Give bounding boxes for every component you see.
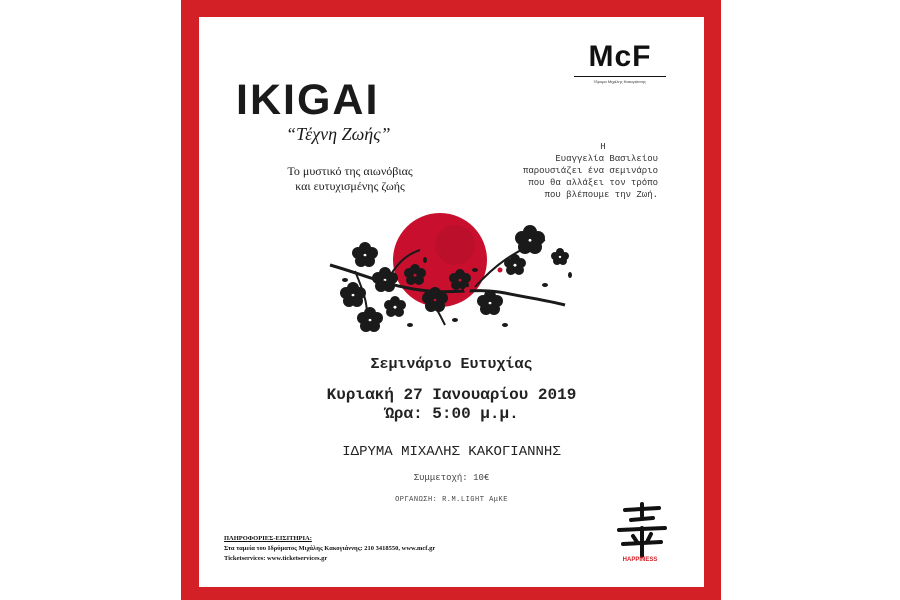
info-line: Στα ταμεία του Ιδρύματος Μιχάλης Κακογιάννης: 210 3418550, www.mcf.gr — [224, 545, 436, 552]
logo-subtitle: Ίδρυμα Μιχάλης Κακογιάννης — [593, 79, 647, 84]
mcf-logo — [570, 40, 670, 84]
presenter-line: παρουσιάζει ένα σεμινάριο — [522, 166, 658, 176]
poster-subtitle: “Τέχνη Ζωής” — [286, 124, 391, 144]
tagline-line-2: και ευτυχισμένης ζωής — [295, 179, 405, 193]
ticket-info — [224, 534, 524, 564]
logo-divider — [574, 76, 666, 77]
presenter-text — [488, 141, 658, 201]
event-time: Ώρα: 5:00 μ.μ. — [384, 405, 519, 423]
rising-sun-blossom-illustration — [325, 195, 580, 340]
participation-fee: Συμμετοχή: 10€ — [413, 473, 490, 483]
presenter-line: που θα αλλάξει τον τρόπο — [528, 178, 658, 188]
poster-title: IKIGAI — [236, 76, 380, 124]
presenter-line: που βλέπουμε την Ζωή. — [544, 190, 658, 200]
organizer: ΟΡΓΑΝΩΣΗ: R.M.LIGHT ΑμΚΕ — [395, 496, 508, 504]
presenter-line: Η — [600, 142, 606, 152]
event-venue: ΙΔΡΥΜΑ ΜΙΧΑΛΗΣ ΚΑΚΟΓΙΑΝΝΗΣ — [342, 444, 561, 460]
tagline — [240, 164, 460, 194]
presenter-line: Ευαγγελία Βασιλείου — [555, 154, 658, 164]
info-heading: ΠΛΗΡΟΦΟΡΙΕΣ-ΕΙΣΙΤΗΡΙΑ: — [224, 535, 312, 542]
info-line: Ticketservices: www.ticketservices.gr — [224, 555, 328, 562]
kanji-label: HAPPINESS — [622, 557, 658, 563]
event-date: Κυριακή 27 Ιανουαρίου 2019 — [326, 386, 577, 404]
happiness-kanji-icon — [607, 500, 677, 558]
logo-mark: McF — [588, 40, 652, 73]
tagline-line-1: Το μυστικό της αιωνόβιας — [287, 164, 413, 178]
seminar-title: Σεμινάριο Ευτυχίας — [370, 356, 533, 373]
